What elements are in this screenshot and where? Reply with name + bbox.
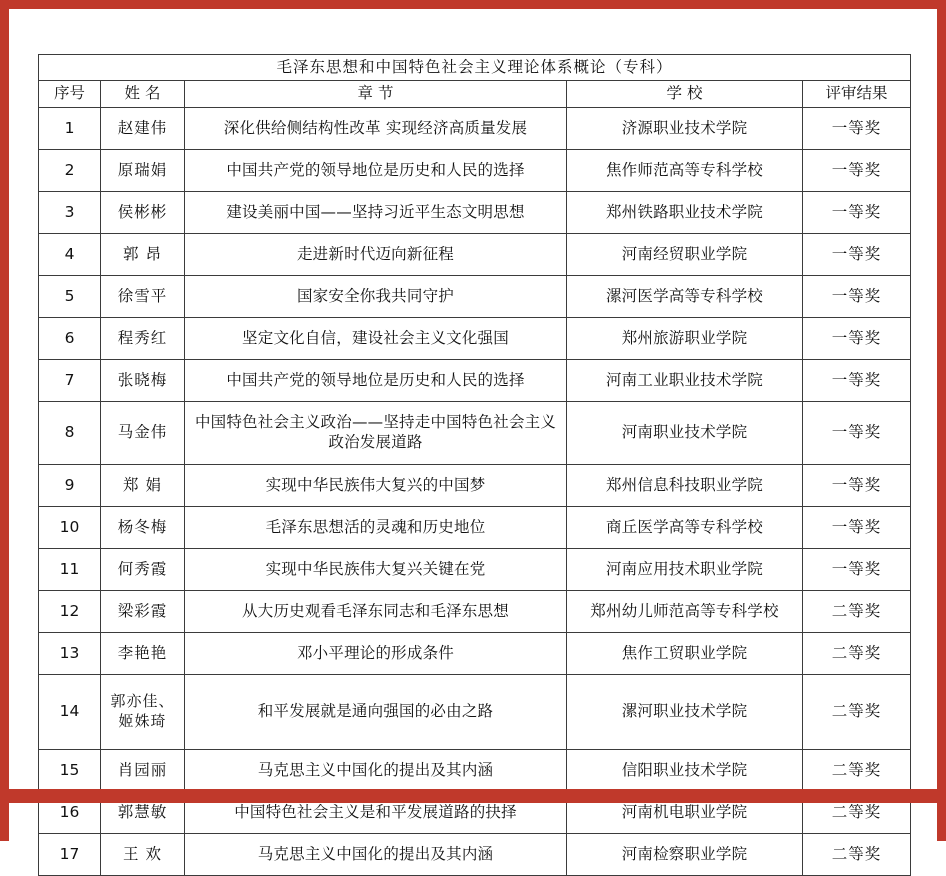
column-header-name: 姓 名	[101, 81, 185, 107]
cell-name: 何秀霞	[101, 548, 185, 590]
cell-name: 王 欢	[101, 833, 185, 875]
table-header	[39, 55, 911, 108]
cell-chapter: 邓小平理论的形成条件	[185, 632, 567, 674]
cell-name: 杨冬梅	[101, 506, 185, 548]
cell-school: 焦作师范高等专科学校	[567, 149, 803, 191]
cell-no: 13	[39, 632, 101, 674]
cell-name: 程秀红	[101, 317, 185, 359]
cell-name: 侯彬彬	[101, 191, 185, 233]
table-row	[39, 632, 911, 674]
cell-no: 3	[39, 191, 101, 233]
scan-artifact-band	[0, 789, 946, 803]
table-row	[39, 749, 911, 791]
cell-result: 二等奖	[803, 632, 911, 674]
column-header-school: 学 校	[567, 81, 803, 107]
cell-result: 一等奖	[803, 464, 911, 506]
cell-school: 河南经贸职业学院	[567, 233, 803, 275]
cell-chapter: 中国特色社会主义政治——坚持走中国特色社会主义政治发展道路	[185, 401, 567, 464]
cell-chapter: 建设美丽中国——坚持习近平生态文明思想	[185, 191, 567, 233]
cell-no: 11	[39, 548, 101, 590]
cell-chapter: 国家安全你我共同守护	[185, 275, 567, 317]
table-row	[39, 317, 911, 359]
cell-result: 一等奖	[803, 506, 911, 548]
cell-result: 一等奖	[803, 275, 911, 317]
cell-chapter: 实现中华民族伟大复兴关键在党	[185, 548, 567, 590]
cell-no: 9	[39, 464, 101, 506]
cell-result: 二等奖	[803, 833, 911, 875]
cell-school: 河南职业技术学院	[567, 401, 803, 464]
title-row	[39, 55, 911, 81]
cell-no: 4	[39, 233, 101, 275]
cell-chapter: 深化供给侧结构性改革 实现经济高质量发展	[185, 107, 567, 149]
cell-chapter: 坚定文化自信，建设社会主义文化强国	[185, 317, 567, 359]
table-title: 毛泽东思想和中国特色社会主义理论体系概论（专科）	[39, 55, 911, 81]
cell-school: 郑州铁路职业技术学院	[567, 191, 803, 233]
cell-name: 赵建伟	[101, 107, 185, 149]
cell-name: 徐雪平	[101, 275, 185, 317]
cell-name: 郭 昂	[101, 233, 185, 275]
table-row	[39, 548, 911, 590]
cell-name: 郭亦佳、姬姝琦	[101, 674, 185, 749]
cell-no: 17	[39, 833, 101, 875]
cell-no: 12	[39, 590, 101, 632]
cell-name: 梁彩霞	[101, 590, 185, 632]
table-row	[39, 107, 911, 149]
column-header-chapter: 章 节	[185, 81, 567, 107]
cell-result: 一等奖	[803, 191, 911, 233]
cell-no: 6	[39, 317, 101, 359]
cell-name: 郭慧敏	[101, 791, 185, 833]
cell-school: 郑州旅游职业学院	[567, 317, 803, 359]
cell-no: 16	[39, 791, 101, 833]
cell-school: 商丘医学高等专科学校	[567, 506, 803, 548]
cell-no: 14	[39, 674, 101, 749]
cell-chapter: 马克思主义中国化的提出及其内涵	[185, 833, 567, 875]
cell-result: 一等奖	[803, 149, 911, 191]
cell-no: 8	[39, 401, 101, 464]
cell-name: 原瑞娟	[101, 149, 185, 191]
table-row	[39, 833, 911, 875]
cell-chapter: 实现中华民族伟大复兴的中国梦	[185, 464, 567, 506]
cell-no: 15	[39, 749, 101, 791]
cell-chapter: 中国特色社会主义是和平发展道路的抉择	[185, 791, 567, 833]
cell-chapter: 中国共产党的领导地位是历史和人民的选择	[185, 149, 567, 191]
cell-chapter: 从大历史观看毛泽东同志和毛泽东思想	[185, 590, 567, 632]
column-header-row	[39, 81, 911, 107]
table-row	[39, 674, 911, 749]
cell-result: 一等奖	[803, 317, 911, 359]
table-row	[39, 590, 911, 632]
table-row	[39, 359, 911, 401]
cell-no: 1	[39, 107, 101, 149]
cell-school: 漯河医学高等专科学校	[567, 275, 803, 317]
cell-result: 一等奖	[803, 359, 911, 401]
cell-name: 肖园丽	[101, 749, 185, 791]
cell-school: 漯河职业技术学院	[567, 674, 803, 749]
cell-school: 济源职业技术学院	[567, 107, 803, 149]
cell-school: 河南工业职业技术学院	[567, 359, 803, 401]
cell-chapter: 毛泽东思想活的灵魂和历史地位	[185, 506, 567, 548]
cell-school: 焦作工贸职业学院	[567, 632, 803, 674]
cell-result: 一等奖	[803, 548, 911, 590]
cell-school: 郑州幼儿师范高等专科学校	[567, 590, 803, 632]
table-row	[39, 464, 911, 506]
cell-result: 二等奖	[803, 590, 911, 632]
cell-school: 信阳职业技术学院	[567, 749, 803, 791]
cell-name: 马金伟	[101, 401, 185, 464]
cell-no: 7	[39, 359, 101, 401]
table-row	[39, 149, 911, 191]
cell-result: 一等奖	[803, 233, 911, 275]
cell-chapter: 中国共产党的领导地位是历史和人民的选择	[185, 359, 567, 401]
table-row	[39, 401, 911, 464]
column-header-result: 评审结果	[803, 81, 911, 107]
cell-chapter: 走进新时代迈向新征程	[185, 233, 567, 275]
table-row	[39, 191, 911, 233]
cell-chapter: 马克思主义中国化的提出及其内涵	[185, 749, 567, 791]
column-header-no: 序号	[39, 81, 101, 107]
table-row	[39, 233, 911, 275]
table-container	[38, 54, 910, 876]
cell-school: 河南机电职业学院	[567, 791, 803, 833]
cell-school: 河南检察职业学院	[567, 833, 803, 875]
cell-name: 张晓梅	[101, 359, 185, 401]
cell-name: 李艳艳	[101, 632, 185, 674]
cell-result: 一等奖	[803, 401, 911, 464]
document-sheet	[9, 9, 937, 863]
cell-no: 2	[39, 149, 101, 191]
table-row	[39, 275, 911, 317]
award-table	[38, 54, 911, 876]
cell-school: 郑州信息科技职业学院	[567, 464, 803, 506]
table-body	[39, 107, 911, 875]
cell-school: 河南应用技术职业学院	[567, 548, 803, 590]
cell-chapter: 和平发展就是通向强国的必由之路	[185, 674, 567, 749]
cell-name: 郑 娟	[101, 464, 185, 506]
cell-result: 二等奖	[803, 749, 911, 791]
cell-result: 二等奖	[803, 791, 911, 833]
cell-no: 5	[39, 275, 101, 317]
cell-result: 一等奖	[803, 107, 911, 149]
cell-result: 二等奖	[803, 674, 911, 749]
cell-no: 10	[39, 506, 101, 548]
table-row	[39, 506, 911, 548]
